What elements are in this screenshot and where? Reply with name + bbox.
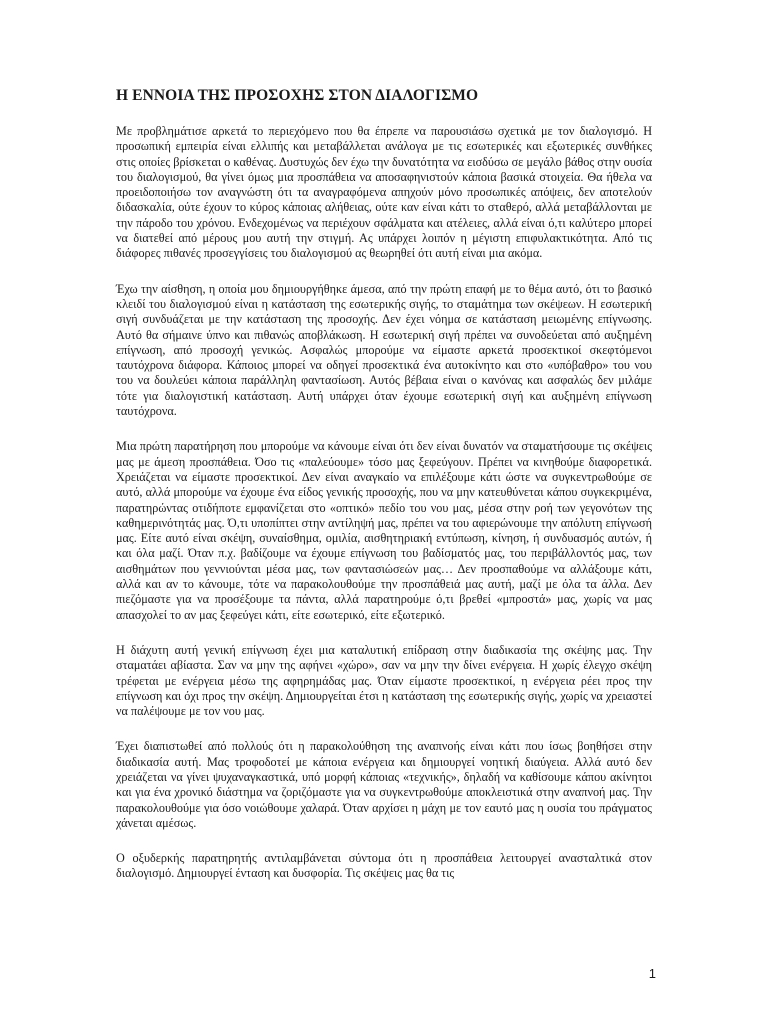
document-body bbox=[116, 124, 652, 902]
page-number: 1 bbox=[648, 966, 656, 981]
paragraph-4: Η διάχυτη αυτή γενική επίγνωση έχει μια καταλυτική επίδραση στην διαδικασία της σκέψης μας. Την σταματάει αβίαστα. Σαν να μην της αφήνει «χώρο», σαν να μην την δίνει ενέργεια. Η χωρίς έλεγχο σκέψη τρέφεται με ενέργεια μέσω της αφηρημάδας μας. Όταν είμαστε προσεκτικοί, η ενέργεια ρέει προς την επίγνωση και όχι προς την σκέψη. Δημιουργείται έτσι η κατάσταση της εσωτερικής σιγής, χωρίς να χρειαστεί να παλέψουμε με τον νου μας. bbox=[116, 642, 652, 719]
paragraph-2: Έχω την αίσθηση, η οποία μου δημιουργήθηκε άμεσα, από την πρώτη επαφή με το θέμα αυτό, ότι το βασικό κλειδί του διαλογισμού είναι η κατάσταση της εσωτερικής σιγής, το σταμάτημα των σκέψεων. Η εσωτερική σιγή συνδυάζεται με την κατάσταση της προσοχής. Δεν έχει νόημα σε κατάσταση μειωμένης επίγνωσης. Αυτό θα σήμαινε ύπνο και πιθανώς αποβλάκωση. Η εσωτερική σιγή πρέπει να συνοδεύεται από αυξημένη επίγνωση, από προσοχή γενικώς. Ασφαλώς μπορούμε να είμαστε αρκετά προσεκτικοί σκεφτόμενοι ταυτόχρονα διάφορα. Κάποιος μπορεί να οδηγεί προσεκτικά ένα αυτοκίνητο και στο «υπόβαθρο» του νου του να δουλεύει κάποια παράλληλη φαντασίωση. Αυτός βέβαια είναι ο κανόνας και ασφαλώς δεν μιλάμε τότε για διαλογιστική κατάσταση. Αυτή υπάρχει όταν έχουμε εσωτερική σιγή και αυξημένη επίγνωση ταυτόχρονα. bbox=[116, 281, 652, 419]
paragraph-3: Μια πρώτη παρατήρηση που μπορούμε να κάνουμε είναι ότι δεν είναι δυνατόν να σταματήσουμε τις σκέψεις μας με άμεση προσπάθεια. Όσο τις «παλεύουμε» τόσο μας ξεφεύγουν. Πρέπει να κινηθούμε διαφορετικά. Χρειάζεται να είμαστε προσεκτικοί. Δεν είναι αναγκαίο να επιλέξουμε κάτι ώστε να συγκεντρωθούμε σε αυτό, αλλά μπορούμε να έχουμε ένα είδος γενικής προσοχής, που να μην κατευθύνεται κάπου συγκεκριμένα, παρατηρώντας οτιδήποτε εμφανίζεται στο «οπτικό» πεδίο του νου μας, μέσα στην ροή των γεγονότων της καθημερινότητάς μας. Ό,τι υποπίπτει στην αντίληψή μας, πρέπει να του αφιερώνουμε την απόλυτη επίγνωσή μας. Είτε αυτό είναι σκέψη, συναίσθημα, ομιλία, αισθητηριακή εντύπωση, κίνηση, ή συνδυασμός αυτών, ή και όλα μαζί. Όταν π.χ. βαδίζουμε να έχουμε επίγνωση του βαδίσματός μας, του περιβάλλοντός μας, των αισθημάτων που γεννιούνται μέσα μας, των φαντασιώσεών μας… Δεν προσπαθούμε να αλλάξουμε κάτι, αλλά και αν το κάνουμε, τότε να παρακολουθούμε την προσπάθειά μας αυτή, μαζί με όλα τα άλλα. Δεν πιεζόμαστε για να προσέξουμε τα πάντα, αλλά παρατηρούμε ό,τι βρεθεί «μπροστά» μας, χωρίς να μας απασχολεί το αν μας ξεφεύγει κάτι, είτε εσωτερικό, είτε εξωτερικό. bbox=[116, 439, 652, 622]
document-title: Η ΕΝΝΟΙΑ ΤΗΣ ΠΡΟΣΟΧΗΣ ΣΤΟΝ ΔΙΑΛΟΓΙΣΜΟ bbox=[116, 87, 479, 104]
paragraph-1: Με προβλημάτισε αρκετά το περιεχόμενο που θα έπρεπε να παρουσιάσω σχετικά με τον διαλογισμό. Η προσωπική εμπειρία είναι ελλιπής και μεταβάλλεται ανάλογα με τις εσωτερικές και εξωτερικές συνθήκες στις οποίες βρίσκεται ο καθένας. Δυστυχώς δεν έχω την δυνατότητα να εισδύσω σε μεγάλο βάθος στην ουσία του διαλογισμού, θα γίνει όμως μια προσπάθεια να αποσαφηνιστούν κάποια βασικά στοιχεία. Θα ήθελα να προειδοποιήσω τον αναγνώστη ότι τα αναγραφόμενα απηχούν μόνο προσωπικές απόψεις, δεν αποτελούν διδασκαλία, ούτε έχουν το κύρος κάποιας αλήθειας, ούτε καν είναι κάτι το σταθερό, αλλά μεταβάλλονται με την πάροδο του χρόνου. Ενδεχομένως να περιέχουν σφάλματα και ατέλειες, αλλά είναι ό,τι καλύτερο μπορεί να διατεθεί από μέρους μου αυτή την στιγμή. Ας υπάρχει λοιπόν η μέγιστη επιφυλακτικότητα. Από τις διάφορες πιθανές προσεγγίσεις του διαλογισμού ας θεωρηθεί ότι αυτή είναι μια ακόμα. bbox=[116, 124, 652, 261]
paragraph-6: Ο οξυδερκής παρατηρητής αντιλαμβάνεται σύντομα ότι η προσπάθεια λειτουργεί ανασταλτικά στον διαλογισμό. Δημιουργεί ένταση και δυσφορία. Τις σκέψεις μας θα τις bbox=[116, 851, 652, 881]
paragraph-5: Έχει διαπιστωθεί από πολλούς ότι η παρακολούθηση της αναπνοής είναι κάτι που ίσως βοηθήσει στην διαδικασία αυτή. Μας τροφοδοτεί με κάποια ενέργεια και δημιουργεί νοητική διαύγεια. Αλλά αυτό δεν χρειάζεται να γίνει ψυχαναγκαστικά, υπό μορφή κάποιας «τεχνικής», δηλαδή να καθίσουμε κάπου ακίνητοι και για ένα χρονικό διάστημα να ζοριζόμαστε για να συγκεντρωθούμε αποκλειστικά στην αναπνοή μας. Την παρακολουθούμε για όσο νοιώθουμε χαλαρά. Όταν αρχίσει η μάχη με τον εαυτό μας η ουσία του πράγματος χάνεται αμέσως. bbox=[116, 739, 652, 830]
